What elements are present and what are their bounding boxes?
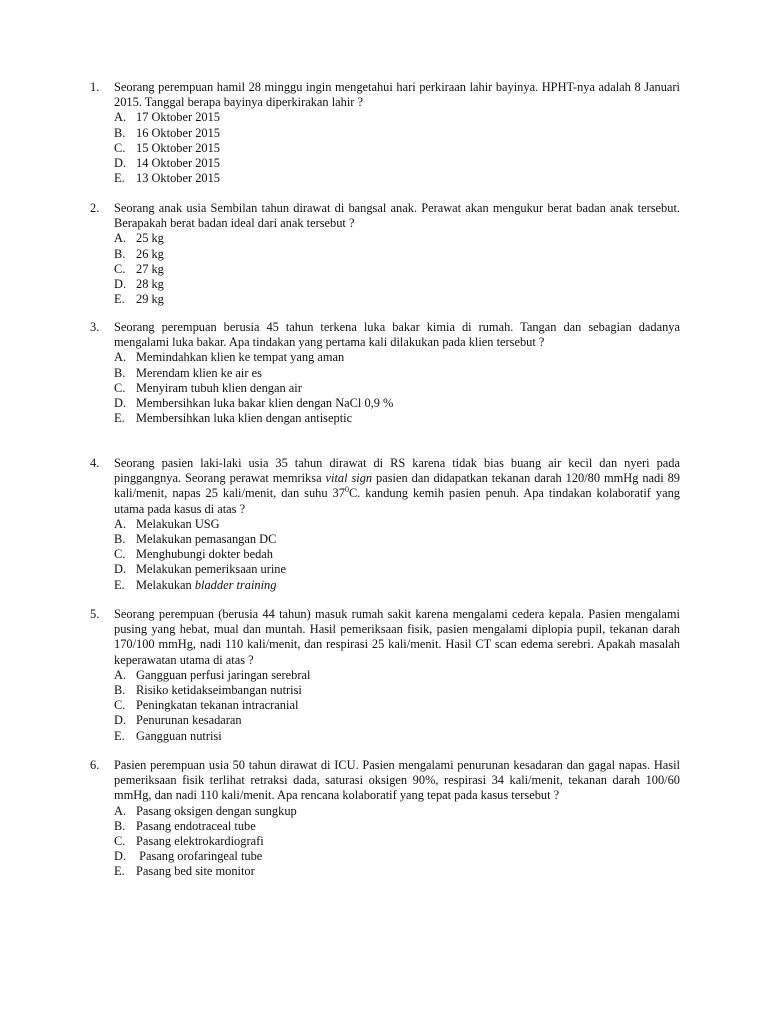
answer-option-e <box>114 292 680 307</box>
answer-options <box>114 350 680 426</box>
question-number: 1. <box>90 80 100 94</box>
answer-option-c <box>114 262 680 277</box>
answer-options <box>114 517 680 593</box>
answer-option-d <box>114 713 680 728</box>
question-text-italic: vital sign <box>325 471 373 486</box>
question-number: 2. <box>90 201 100 215</box>
question-text: Pasien perempuan usia 50 tahun dirawat di ICU. Pasien mengalami penurunan kesadaran dan gagal napas. Hasil pemeriksaan fisik terlihat retraksi dada, saturasi oksigen 90%, respirasi 34 kali/menit, tekanan darah 100/60 mmHg, dan nadi 110 kali/menit. Apa rencana kolaboratif yang tepat pada kasus tersebut ? <box>114 758 680 803</box>
option-letter: B. <box>114 532 126 547</box>
option-text: Melakukan pemasangan DC <box>136 532 277 547</box>
option-letter: D. <box>114 849 127 864</box>
question-text: Seorang perempuan hamil 28 minggu ingin mengetahui hari perkiraan lahir bayinya. HPHT-nya adalah 8 Januari 2015. Tanggal berapa bayinya diperkirakan lahir ? <box>114 80 680 110</box>
answer-option-a <box>114 350 680 365</box>
question-number: 4. <box>90 456 100 470</box>
option-letter: A. <box>114 667 127 682</box>
option-letter: C. <box>114 834 126 849</box>
option-text: Membersihkan luka bakar klien dengan NaCl 0,9 % <box>136 396 394 411</box>
question-text: Seorang perempuan (berusia 44 tahun) masuk rumah sakit karena mengalami cedera kepala. Pasien mengalami pusing yang hebat, mual dan muntah. Hasil pemeriksaan fisik, pasien mengalami diplopia pupil, tekanan darah 170/100 mmHg, nadi 110 kali/menit, dan respirasi 25 kali/menit. Hasil CT scan edema serebri. Apakah masalah keperawatan utama di atas ? <box>114 607 680 667</box>
answer-option-b <box>114 126 680 141</box>
option-letter: B. <box>114 818 126 833</box>
option-text: 25 kg <box>136 231 164 246</box>
answer-option-a <box>114 668 680 683</box>
question-number: 5. <box>90 607 100 621</box>
answer-option-c <box>114 547 680 562</box>
option-text: 26 kg <box>136 246 164 261</box>
option-text: Peningkatan tekanan intracranial <box>136 698 299 713</box>
option-letter: C. <box>114 261 126 276</box>
option-letter: E. <box>114 292 125 307</box>
option-text: Pasang bed site monitor <box>136 864 255 879</box>
answer-option-d <box>114 562 680 577</box>
option-letter: D. <box>114 396 127 411</box>
option-letter: A. <box>114 350 127 365</box>
superscript: 0 <box>344 485 349 495</box>
option-text: 28 kg <box>136 277 164 292</box>
option-letter: B. <box>114 683 126 698</box>
option-letter: B. <box>114 246 126 261</box>
question-number: 3. <box>90 320 100 334</box>
option-text: 27 kg <box>136 261 164 276</box>
option-letter: B. <box>114 125 126 140</box>
option-letter: E. <box>114 577 125 592</box>
question-text-part: Seorang pasien laki-laki usia 35 tahun dirawat di RS karena tidak bias buang air kecil dan nyeri pada pinggangnya. Seorang perawat memriksa <box>114 456 680 486</box>
answer-option-b <box>114 819 680 834</box>
question-1 <box>90 80 680 186</box>
option-letter: C. <box>114 547 126 562</box>
option-letter: C. <box>114 140 126 155</box>
answer-option-a <box>114 110 680 125</box>
option-letter: A. <box>114 110 127 125</box>
answer-option-a <box>114 517 680 532</box>
option-text: Melakukan USG <box>136 516 220 531</box>
question-4 <box>90 456 680 593</box>
answer-option-e <box>114 171 680 186</box>
answer-options <box>114 668 680 744</box>
answer-option-c <box>114 698 680 713</box>
option-letter: D. <box>114 156 127 171</box>
answer-option-b <box>114 532 680 547</box>
option-text: Pasang orofaringeal tube <box>136 849 263 864</box>
answer-option-c <box>114 381 680 396</box>
option-letter: E. <box>114 411 125 426</box>
answer-options <box>114 231 680 307</box>
option-text: 17 Oktober 2015 <box>136 110 220 125</box>
option-letter: C. <box>114 698 126 713</box>
question-text-part: C. kandung kemih pasien penuh. Apa tindakan kolaboratif yang utama pada kasus di atas ? <box>114 486 680 516</box>
answer-option-d <box>114 277 680 292</box>
answer-option-a <box>114 804 680 819</box>
option-letter: E. <box>114 728 125 743</box>
option-text: Pasang endotraceal tube <box>136 818 256 833</box>
option-text: Memindahkan klien ke tempat yang aman <box>136 350 345 365</box>
question-text: Seorang anak usia Sembilan tahun dirawat di bangsal anak. Perawat akan mengukur berat badan anak tersebut. Berapakah berat badan ideal dari anak tersebut ? <box>114 201 680 231</box>
option-text: 15 Oktober 2015 <box>136 140 220 155</box>
option-letter: D. <box>114 713 127 728</box>
option-letter: E. <box>114 171 125 186</box>
question-text-part: pasien dan didapatkan tekanan darah 120/80 mmHg nadi 89 kali/menit, napas 25 kali/menit, dan suhu 37 <box>114 471 680 501</box>
option-text: Gangguan nutrisi <box>136 728 222 743</box>
answer-option-e <box>114 864 680 879</box>
option-text: Membersihkan luka klien dengan antiseptic <box>136 411 353 426</box>
option-letter: A. <box>114 516 127 531</box>
answer-options <box>114 804 680 880</box>
answer-option-d <box>114 156 680 171</box>
option-text-italic: bladder training <box>194 577 277 592</box>
option-letter: B. <box>114 365 126 380</box>
answer-option-e <box>114 578 680 593</box>
question-2 <box>90 201 680 307</box>
option-text: 14 Oktober 2015 <box>136 156 220 171</box>
option-letter: D. <box>114 562 127 577</box>
question-5 <box>90 607 680 744</box>
answer-option-c <box>114 141 680 156</box>
option-text: Penurunan kesadaran <box>136 713 242 728</box>
question-3 <box>90 320 680 426</box>
option-text: Menyiram tubuh klien dengan air <box>136 380 302 395</box>
answer-options <box>114 110 680 186</box>
option-letter: A. <box>114 231 127 246</box>
option-text-part: Melakukan <box>136 577 195 592</box>
option-letter: A. <box>114 803 127 818</box>
option-text: Pasang oksigen dengan sungkup <box>136 803 297 818</box>
question-text <box>114 456 680 517</box>
answer-option-b <box>114 247 680 262</box>
option-text: Menghubungi dokter bedah <box>136 547 273 562</box>
question-text: Seorang perempuan berusia 45 tahun terkena luka bakar kimia di rumah. Tangan dan sebagian dadanya mengalami luka bakar. Apa tindakan yang pertama kali dilakukan pada klien tersebut ? <box>114 320 680 350</box>
option-text: Melakukan pemeriksaan urine <box>136 562 287 577</box>
answer-option-e <box>114 729 680 744</box>
option-text <box>136 578 276 593</box>
question-6 <box>90 758 680 880</box>
option-text: Merendam klien ke air es <box>136 365 262 380</box>
option-text: Pasang elektrokardiografi <box>136 834 264 849</box>
answer-option-e <box>114 411 680 426</box>
option-letter: D. <box>114 277 127 292</box>
answer-option-a <box>114 231 680 246</box>
answer-option-c <box>114 834 680 849</box>
option-text: Gangguan perfusi jaringan serebral <box>136 667 311 682</box>
question-number: 6. <box>90 758 100 772</box>
answer-option-b <box>114 683 680 698</box>
answer-option-b <box>114 366 680 381</box>
option-text: 16 Oktober 2015 <box>136 125 220 140</box>
option-letter: E. <box>114 864 125 879</box>
answer-option-d <box>114 849 680 864</box>
answer-option-d <box>114 396 680 411</box>
option-letter: C. <box>114 380 126 395</box>
option-text: Risiko ketidakseimbangan nutrisi <box>136 683 302 698</box>
option-text: 13 Oktober 2015 <box>136 171 220 186</box>
option-text: 29 kg <box>136 292 164 307</box>
